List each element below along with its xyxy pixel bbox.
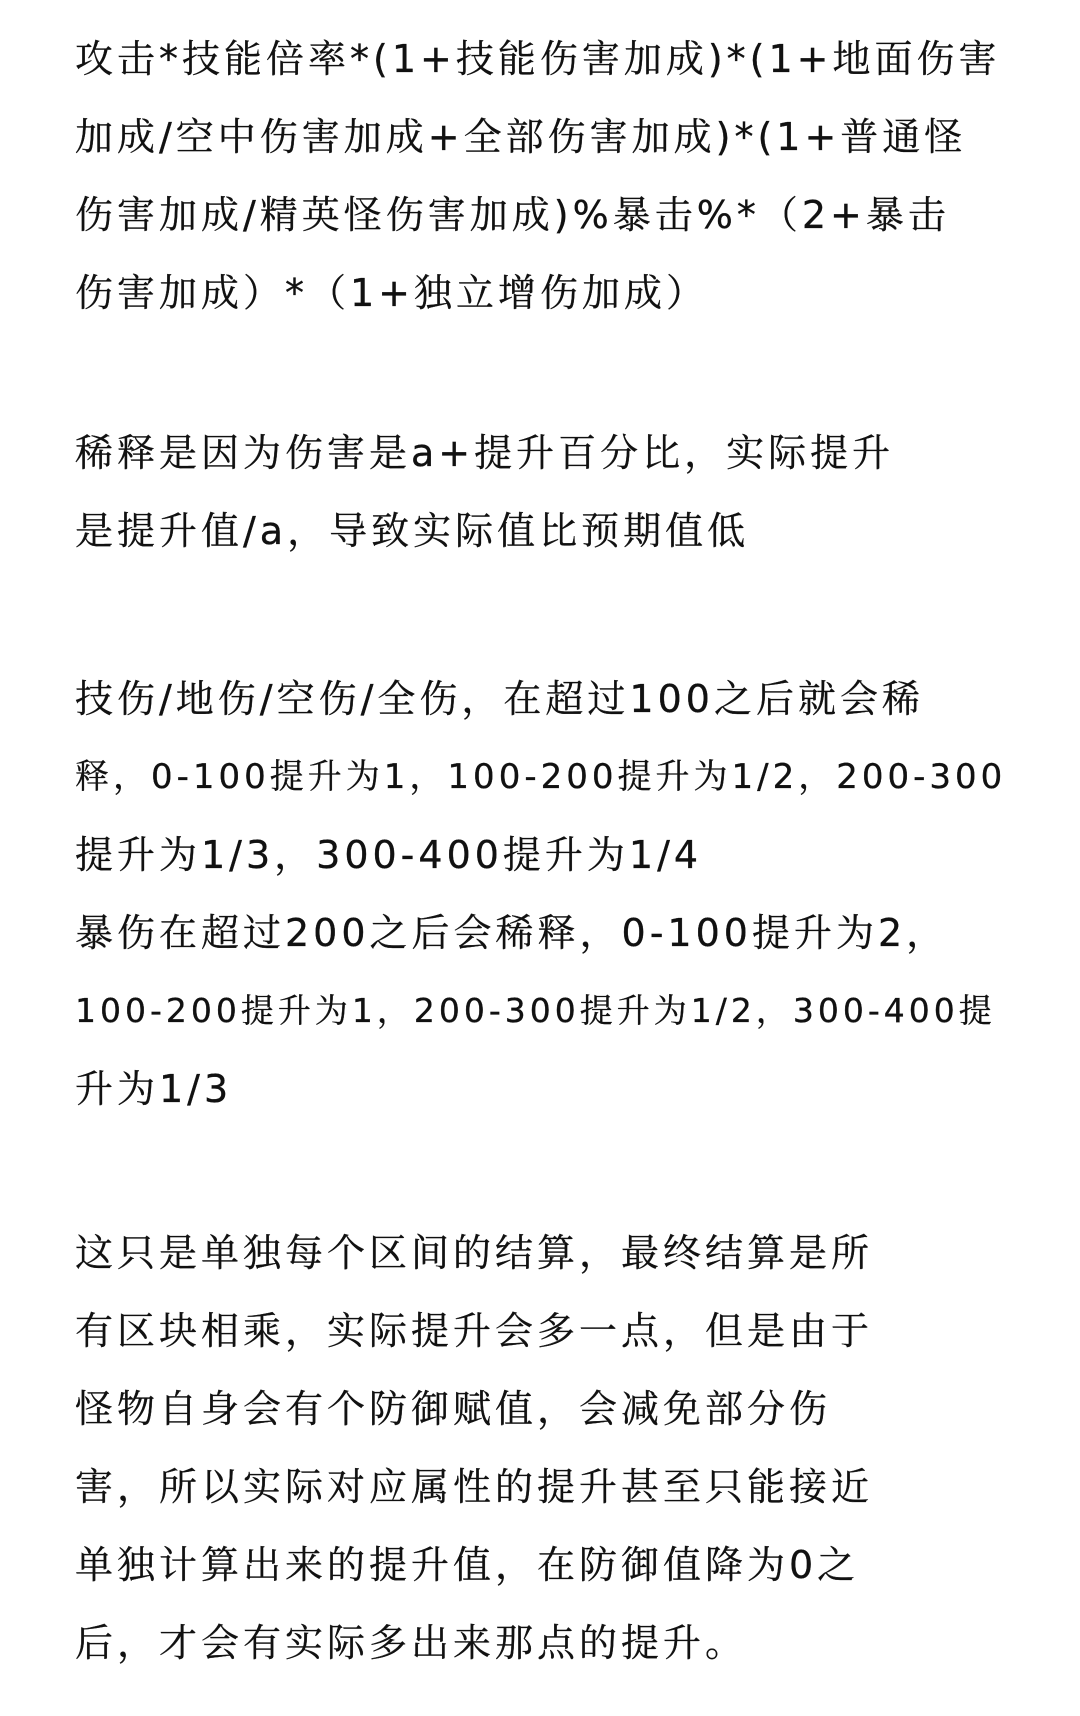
dilution-thresholds-paragraph [75,660,1010,1128]
text-line: 释，0-100提升为1，100-200提升为1/2，200-300 [75,757,1007,797]
text-line: 伤害加成）*（1+独立增伤加成） [75,271,709,315]
text-line: 后，才会有实际多出来那点的提升。 [75,1621,748,1665]
text-line: 这只是单独每个区间的结算，最终结算是所 [75,1231,874,1275]
damage-formula-paragraph [75,20,1010,332]
text-line: 稀释是因为伤害是a+提升百分比，实际提升 [75,431,895,475]
text-line: 升为1/3 [75,1067,233,1111]
text-line: 伤害加成/精英怪伤害加成)%暴击%*（2+暴击 [75,193,950,237]
text-line: 提升为1/3，300-400提升为1/4 [75,833,703,877]
text-line: 单独计算出来的提升值，在防御值降为0之 [75,1543,860,1587]
text-line: 有区块相乘，实际提升会多一点，但是由于 [75,1309,874,1353]
text-line: 技伤/地伤/空伤/全伤，在超过100之后就会稀 [75,677,924,721]
text-line: 暴伤在超过200之后会稀释，0-100提升为2， [75,911,949,955]
text-line: 加成/空中伤害加成+全部伤害加成)*(1+普通怪 [75,115,967,159]
dilution-explanation-paragraph [75,414,1010,570]
text-line: 100-200提升为1，200-300提升为1/2，300-400提 [75,991,996,1030]
text-line: 是提升值/a，导致实际值比预期值低 [75,509,750,553]
settlement-note-paragraph [75,1214,1010,1682]
text-line: 害，所以实际对应属性的提升甚至只能接近 [75,1465,874,1509]
text-line: 怪物自身会有个防御赋值，会减免部分伤 [75,1387,832,1431]
text-line: 攻击*技能倍率*(1+技能伤害加成)*(1+地面伤害 [75,37,1001,81]
